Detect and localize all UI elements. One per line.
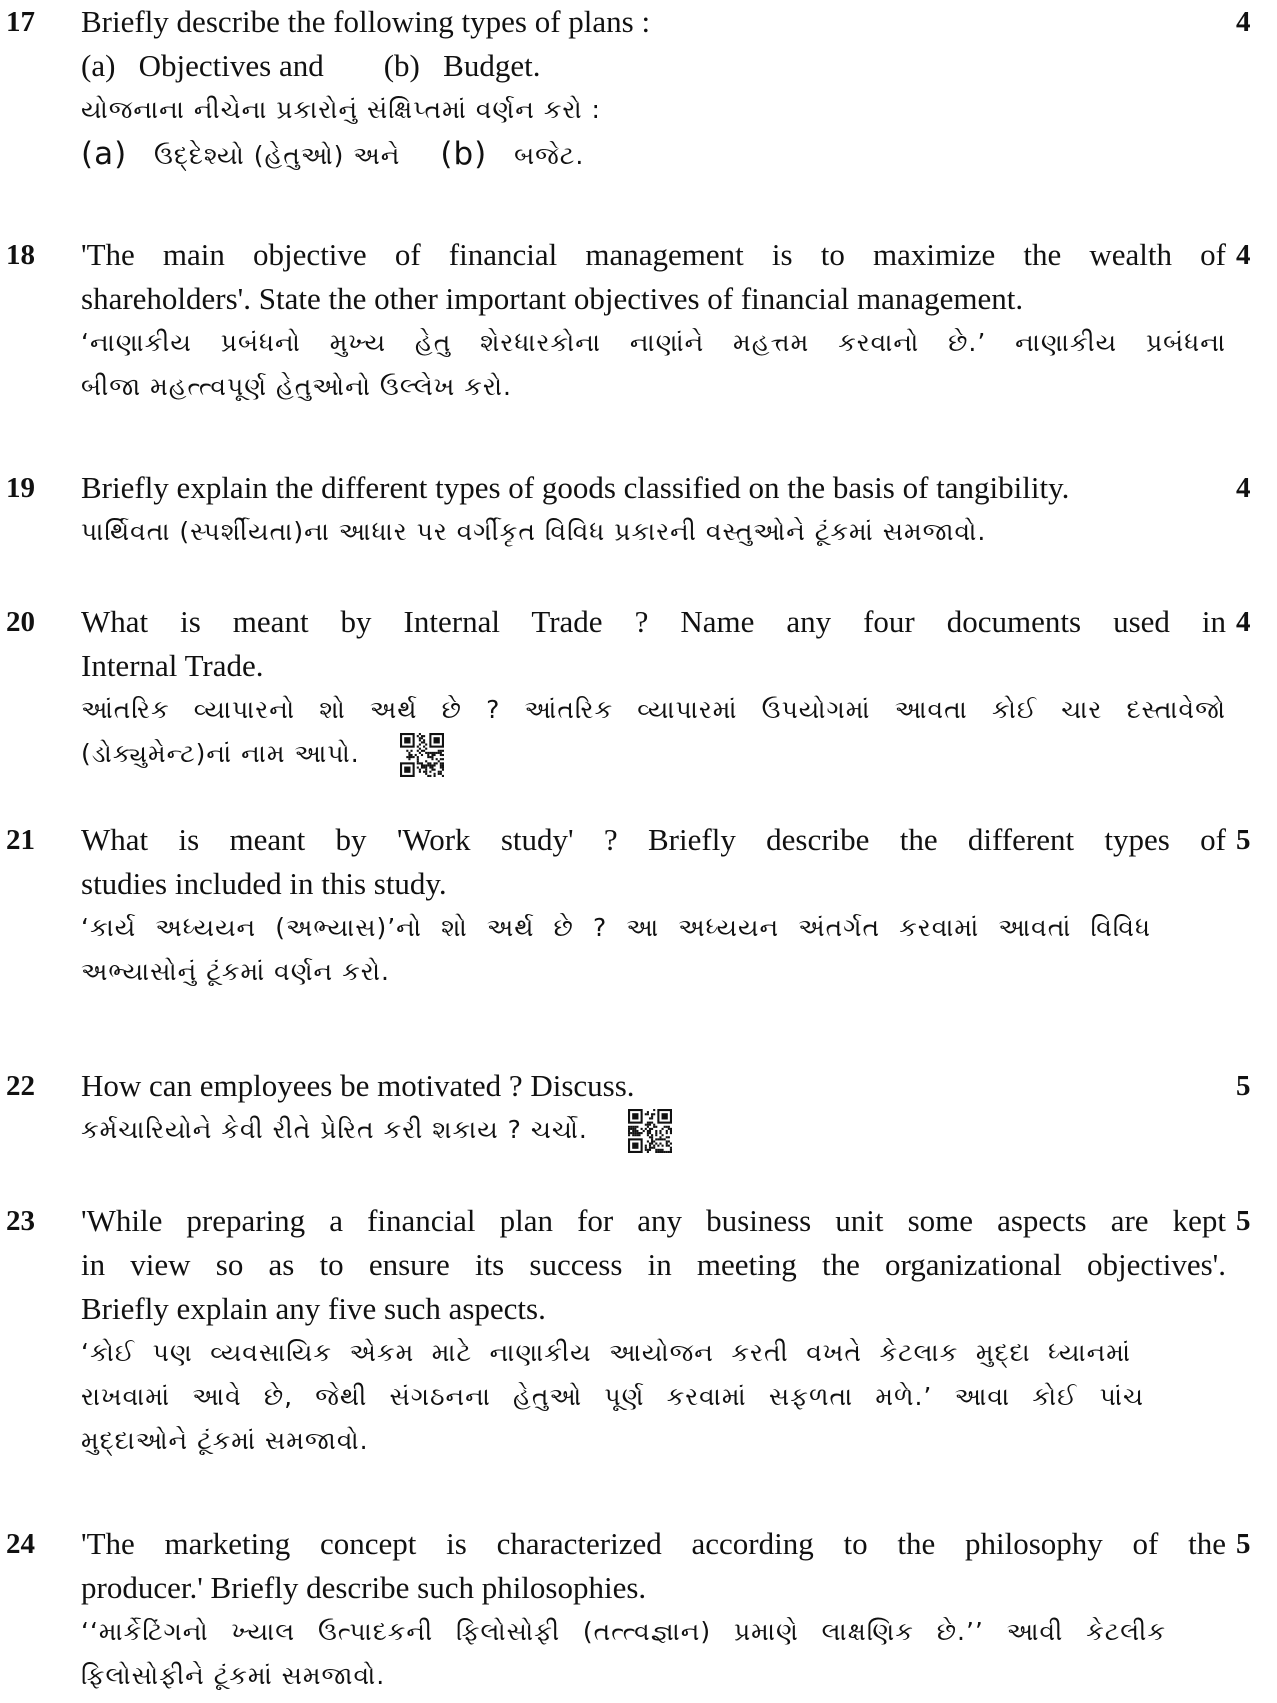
qr-code-icon[interactable]: [628, 1109, 672, 1153]
question-marks: 4: [1236, 472, 1251, 504]
english-line: Briefly explain the different types of goods classified on the basis of tangibility.: [81, 470, 1070, 505]
question-text: [81, 466, 1226, 554]
question-marks: 5: [1236, 1070, 1251, 1102]
question-number: 22: [6, 1070, 35, 1102]
question-text: [81, 0, 1226, 178]
question-marks: 5: [1236, 824, 1251, 856]
english-options: [81, 44, 1226, 88]
english-line: What is meant by 'Work study' ? Briefly describe the different types of: [81, 822, 1226, 857]
option-a-text: Objectives and: [138, 48, 324, 83]
gujarati-line: અભ્યાસોનું ટૂંકમાં વર્ણન કરો.: [81, 957, 390, 986]
english-line: Briefly explain any five such aspects.: [81, 1291, 546, 1326]
gujarati-line: પાર્થિવતા (સ્પર્શીયતા)ના આધાર પર વર્ગીકૃત વિવિધ પ્રકારની વસ્તુઓને ટૂંકમાં સમજાવો.: [81, 517, 987, 546]
gujarati-line-with-qr: [81, 1108, 1226, 1153]
question-text: [81, 1522, 1226, 1698]
question-text: [81, 233, 1226, 409]
gujarati-line: ફિલોસોફીને ટૂંકમાં સમજાવો.: [81, 1661, 386, 1690]
english-line: 'The main objective of financial management is to maximize the wealth of: [81, 237, 1226, 272]
question-number: 24: [6, 1528, 35, 1560]
question-number: 20: [6, 606, 35, 638]
gujarati-line: ‘કોઈ પણ વ્યવસાયિક એકમ માટે નાણાકીય આયોજન કરતી વખતે કેટલાક મુદ્દા ધ્યાનમાં: [81, 1338, 1131, 1367]
gujarati-line: કર્મચારિયોને કેવી રીતે પ્રેરિત કરી શકાય ? ચર્ચો.: [81, 1115, 588, 1144]
question-text: [81, 1064, 1226, 1153]
gujarati-line: રાખવામાં આવે છે, જેથી સંગઠનના હેતુઓ પૂર્ણ કરવામાં સફળતા મળે.’ આવા કોઈ પાંચ: [81, 1382, 1144, 1411]
gujarati-line: યોજનાના નીચેના પ્રકારોનું સંક્ષિપ્તમાં વર્ણન કરો :: [81, 95, 601, 124]
option-a-text: ઉદ્દેશ્યો (હેતુઓ) અને: [154, 141, 401, 170]
option-a-marker: (a): [81, 48, 116, 83]
question-marks: 4: [1236, 239, 1251, 271]
question-number: 17: [6, 6, 35, 38]
question-marks: 4: [1236, 606, 1251, 638]
english-line: in view so as to ensure its success in meeting the organizational objectives'.: [81, 1247, 1226, 1282]
question-text: [81, 818, 1226, 994]
gujarati-line: (ડોક્યુમેન્ટ)નાં નામ આપો.: [81, 739, 360, 768]
option-b-marker: (b): [440, 136, 488, 172]
option-b-text: Budget.: [443, 48, 541, 83]
question-text: [81, 1199, 1226, 1463]
question-marks: 4: [1236, 6, 1251, 38]
english-line: studies included in this study.: [81, 866, 447, 901]
qr-code-icon[interactable]: [400, 733, 444, 777]
gujarati-line: ‘નાણાકીય પ્રબંધનો મુખ્ય હેતુ શેરધારકોના નાણાંને મહત્તમ કરવાનો છે.’ નાણાકીય પ્રબંધના: [81, 328, 1226, 357]
gujarati-line: ‘કાર્ય અધ્યયન (અભ્યાસ)’નો શો અર્થ છે ? આ અધ્યયન અંતર્ગત કરવામાં આવતાં વિવિધ: [81, 913, 1151, 942]
option-b-text: બજેટ.: [514, 141, 585, 170]
english-line: shareholders'. State the other important objectives of financial management.: [81, 281, 1024, 316]
question-marks: 5: [1236, 1528, 1251, 1560]
english-line: Internal Trade.: [81, 648, 264, 683]
english-line: How can employees be motivated ? Discuss.: [81, 1068, 635, 1103]
gujarati-line: ‘‘માર્કેટિંગનો ખ્યાલ ઉત્પાદકની ફિલોસોફી (તત્ત્વજ્ઞાન) પ્રમાણે લાક્ષણિક છે.’’ આવી કેટલીક: [81, 1617, 1166, 1646]
gujarati-line: મુદ્દાઓને ટૂંકમાં સમજાવો.: [81, 1426, 369, 1455]
gujarati-line-with-qr: [81, 732, 1226, 777]
english-line: Briefly describe the following types of plans :: [81, 4, 651, 39]
question-number: 19: [6, 472, 35, 504]
option-a-marker: (a): [81, 136, 128, 172]
question-number: 23: [6, 1205, 35, 1237]
option-b-marker: (b): [383, 48, 420, 83]
english-line: producer.' Briefly describe such philosophies.: [81, 1570, 647, 1605]
question-text: [81, 600, 1226, 777]
gujarati-options: [81, 132, 1226, 178]
english-line: 'The marketing concept is characterized according to the philosophy of the: [81, 1526, 1226, 1561]
gujarati-line: આંતરિક વ્યાપારનો શો અર્થ છે ? આંતરિક વ્યાપારમાં ઉપયોગમાં આવતા કોઈ ચાર દસ્તાવેજો: [81, 695, 1226, 724]
english-line: What is meant by Internal Trade ? Name any four documents used in: [81, 604, 1226, 639]
question-number: 21: [6, 824, 35, 856]
question-number: 18: [6, 239, 35, 271]
english-line: 'While preparing a financial plan for any business unit some aspects are kept: [81, 1203, 1226, 1238]
gujarati-line: બીજા મહત્ત્વપૂર્ણ હેતુઓનો ઉલ્લેખ કરો.: [81, 372, 512, 401]
question-marks: 5: [1236, 1205, 1251, 1237]
